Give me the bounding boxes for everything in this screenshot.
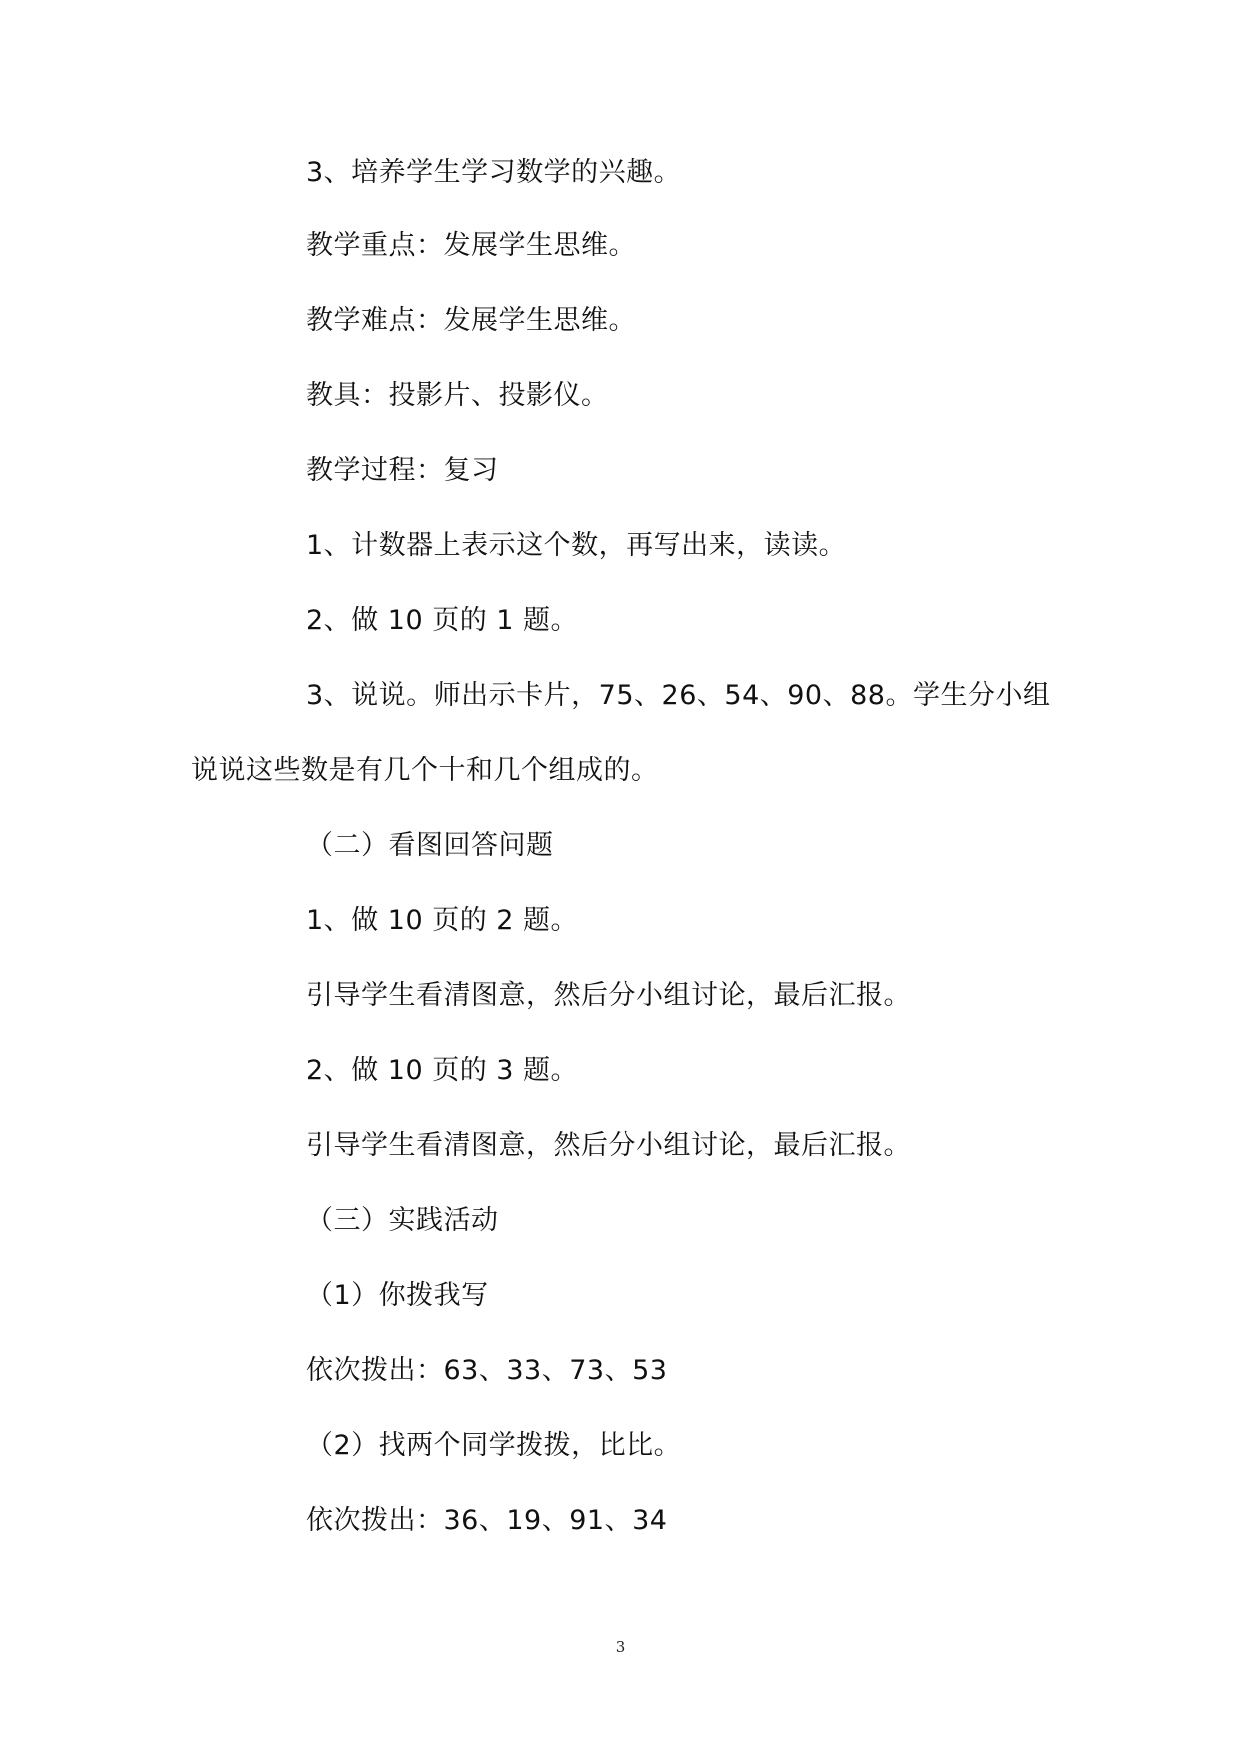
section-heading: （二）看图回答问题 (306, 830, 554, 861)
paragraph-line: 教学重点：发展学生思维。 (306, 230, 636, 261)
section-heading: （三）实践活动 (306, 1205, 499, 1236)
page-number: 3 (615, 1638, 626, 1656)
paragraph-line: 2、做 10 页的 1 题。 (306, 605, 579, 636)
paragraph-line: 说说这些数是有几个十和几个组成的。 (191, 755, 659, 786)
paragraph-line: 教具：投影片、投影仪。 (306, 380, 609, 411)
paragraph-line: （2）找两个同学拨拨，比比。 (306, 1430, 682, 1461)
paragraph-line: 依次拨出：63、33、73、53 (306, 1355, 668, 1386)
paragraph-line: 1、计数器上表示这个数，再写出来，读读。 (306, 530, 847, 561)
paragraph-line: 1、做 10 页的 2 题。 (306, 905, 579, 936)
paragraph-line: 教学难点：发展学生思维。 (306, 305, 636, 336)
paragraph-line: 引导学生看清图意，然后分小组讨论，最后汇报。 (306, 980, 911, 1011)
paragraph-line: 教学过程：复习 (306, 455, 499, 486)
paragraph-line: （1）你拨我写 (306, 1280, 489, 1311)
paragraph-line: 3、培养学生学习数学的兴趣。 (306, 157, 682, 188)
paragraph-line: 依次拨出：36、19、91、34 (306, 1505, 668, 1536)
paragraph-line: 2、做 10 页的 3 题。 (306, 1055, 579, 1086)
paragraph-line: 3、说说。师出示卡片，75、26、54、90、88。学生分小组 (306, 680, 1051, 711)
paragraph-line: 引导学生看清图意，然后分小组讨论，最后汇报。 (306, 1130, 911, 1161)
